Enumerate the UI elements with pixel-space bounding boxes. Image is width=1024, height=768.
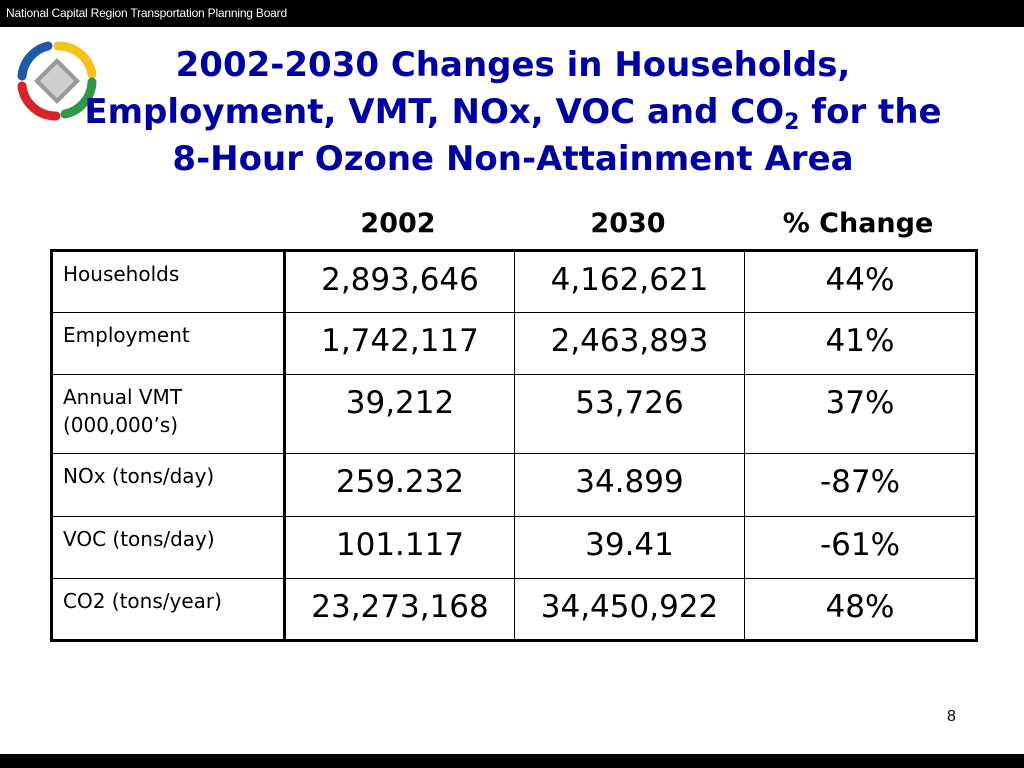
cell-voc-2002: 101.117 [285,516,515,578]
header-bar [0,0,1024,27]
cell-co2-2030: 34,450,922 [515,578,745,640]
cell-households-2002: 2,893,646 [285,251,515,313]
column-headers [0,208,1024,244]
title-line-3: 8-Hour Ozone Non-Attainment Area [172,139,854,179]
footer-bar [0,754,1024,768]
cell-vmt-change: 37% [745,375,977,453]
page-number: 8 [947,708,956,725]
title-line-2-part-2: for the [799,92,942,132]
title-subscript: 2 [784,110,800,135]
table-row [52,375,977,453]
row-label-voc: VOC (tons/day) [52,516,285,578]
table-row [52,313,977,375]
table-row [52,578,977,640]
title-line-1: 2002-2030 Changes in Households, [175,45,851,85]
title-line-2-part-1: Employment, VMT, NOx, VOC and CO [84,92,785,132]
cell-vmt-2030: 53,726 [515,375,745,453]
table-row [52,516,977,578]
cell-employment-change: 41% [745,313,977,375]
row-label-annual-vmt: Annual VMT (000,000’s) [52,375,285,453]
cell-co2-2002: 23,273,168 [285,578,515,640]
cell-nox-2030: 34.899 [515,453,745,516]
slide-title [58,42,968,183]
row-label-employment: Employment [52,313,285,375]
row-label-households: Households [52,251,285,313]
cell-households-2030: 4,162,621 [515,251,745,313]
column-header-2002: 2002 [360,208,436,239]
cell-co2-change: 48% [745,578,977,640]
table-row [52,251,977,313]
column-header-2030: 2030 [590,208,666,239]
organization-name: National Capital Region Transportation Planning Board [6,6,287,20]
cell-vmt-2002: 39,212 [285,375,515,453]
row-label-co2: CO2 (tons/year) [52,578,285,640]
cell-employment-2002: 1,742,117 [285,313,515,375]
cell-households-change: 44% [745,251,977,313]
cell-nox-2002: 259.232 [285,453,515,516]
data-table [50,249,978,642]
table-row [52,453,977,516]
cell-voc-change: -61% [745,516,977,578]
column-header-change: % Change [782,208,934,239]
cell-employment-2030: 2,463,893 [515,313,745,375]
cell-voc-2030: 39.41 [515,516,745,578]
row-label-nox: NOx (tons/day) [52,453,285,516]
cell-nox-change: -87% [745,453,977,516]
